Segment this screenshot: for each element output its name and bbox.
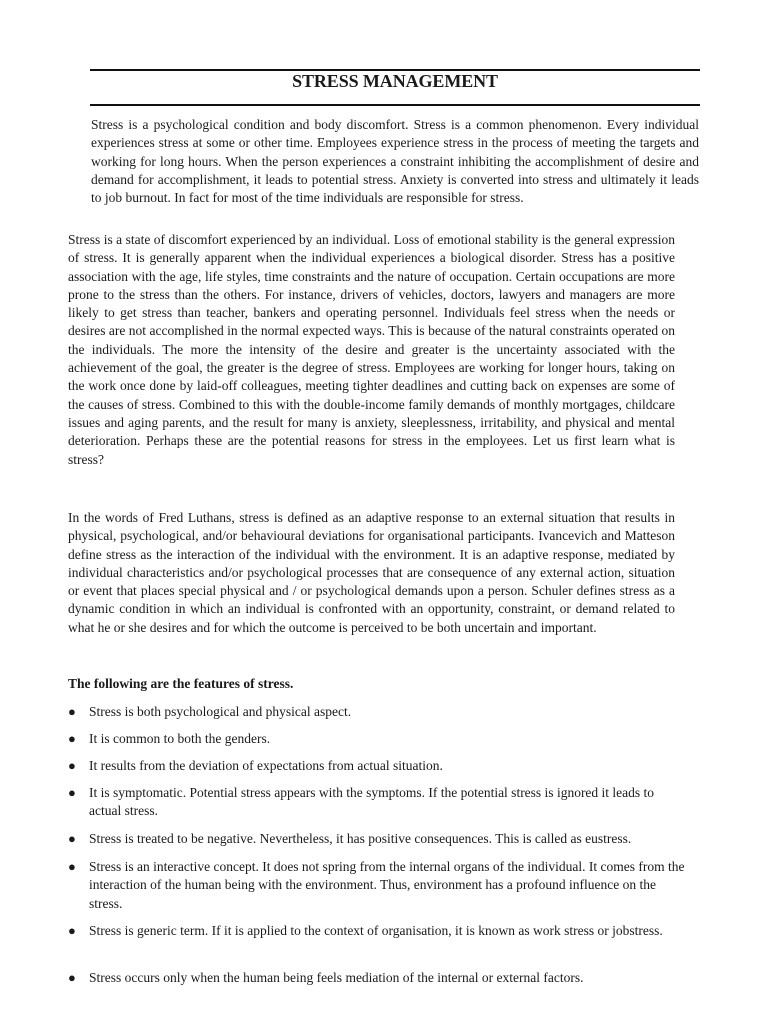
list-item-text: Stress occurs only when the human being feels mediation of the internal or external factors. — [89, 970, 584, 985]
list-item-text: Stress is treated to be negative. Nevertheless, it has positive consequences. This is called as eustress. — [89, 831, 632, 846]
bullet-icon: ● — [68, 758, 76, 773]
title-bottom-rule — [90, 104, 700, 106]
list-item-text: Stress is an interactive concept. It does not spring from the internal organs of the individual. It comes from the interaction of the human being with the environment. Thus, environment has a profound influence on the stress. — [89, 859, 685, 911]
page-title-text: STRESS MANAGEMENT — [292, 71, 498, 91]
bullet-icon: ● — [68, 731, 76, 746]
bullet-icon: ● — [68, 859, 76, 874]
bullet-icon: ● — [68, 970, 76, 985]
body-paragraph-2: In the words of Fred Luthans, stress is defined as an adaptive response to an external situation that results in physical, psychological, and/or behavioural deviations for organisational participants. Ivancevich and Matteson define stress as the interaction of the individual with the environment. It is an adaptive response, mediated by individual characteristics and/or psychological processes that are consequence of any external action, situation or event that places special physical and / or psychological demands upon a person. Schuler defines stress as a dynamic condition in which an individual is confronted with an opportunity, constraint, or demand related to what he or she desires and for which the outcome is perceived to be both uncertain and important. — [68, 510, 675, 635]
features-heading: The following are the features of stress. — [68, 676, 294, 691]
bullet-icon: ● — [68, 785, 76, 800]
bullet-icon: ● — [68, 704, 76, 719]
abstract-paragraph: Stress is a psychological condition and body discomfort. Stress is a common phenomenon. Every individual experiences stress at some or other time. Employees experience stress in the process of meeting the targets and working for long hours. When the person experiences a constraint inhibiting the accomplishment of desire and demand for accomplishment, it leads to potential stress. Anxiety is converted into stress and ultimately it leads to job burnout. In fact for most of the time individuals are responsible for stress. — [91, 117, 699, 206]
list-item-text: Stress is both psychological and physical aspect. — [89, 704, 352, 719]
page-title — [90, 69, 700, 104]
list-item-text: It results from the deviation of expectations from actual situation. — [89, 758, 443, 773]
body-paragraph-1: Stress is a state of discomfort experienced by an individual. Loss of emotional stability is the general expression of stress. It is generally apparent when the individual experiences a biological disorder. Stress has a positive association with the age, life styles, time constraints and the nature of occupation. Certain occupations are more prone to the stress than the others. For instance, drivers of vehicles, doctors, lawyers and managers are more likely to get stress than teacher, bankers and operating personnel. Individuals feel stress when the needs or desires are not accomplished in the normal expected ways. This is because of the natural constraints operated on the individuals. The more the intensity of the desire and greater is the uncertainty associated with the achievement of the goal, the greater is the degree of stress. Employees are working for longer hours, taking on the work once done by laid-off colleagues, meeting tighter deadlines and cutting back on expenses are some of the causes of stress. Combined to this with the double-income family demands of monthly mortgages, childcare issues and aging parents, and the result for many is anxiety, sleeplessness, irritability, and physical and mental deterioration. Perhaps these are the potential reasons for stress in the employees. Let us first learn what is stress? — [68, 232, 675, 467]
list-item-text: It is symptomatic. Potential stress appears with the symptoms. If the potential stress is ignored it leads to actual stress. — [89, 785, 655, 819]
bullet-icon: ● — [68, 923, 76, 938]
bullet-icon: ● — [68, 831, 76, 846]
list-item-text: Stress is generic term. If it is applied to the context of organisation, it is known as work stress or jobstress. — [89, 923, 663, 938]
list-item-text: It is common to both the genders. — [89, 731, 271, 746]
